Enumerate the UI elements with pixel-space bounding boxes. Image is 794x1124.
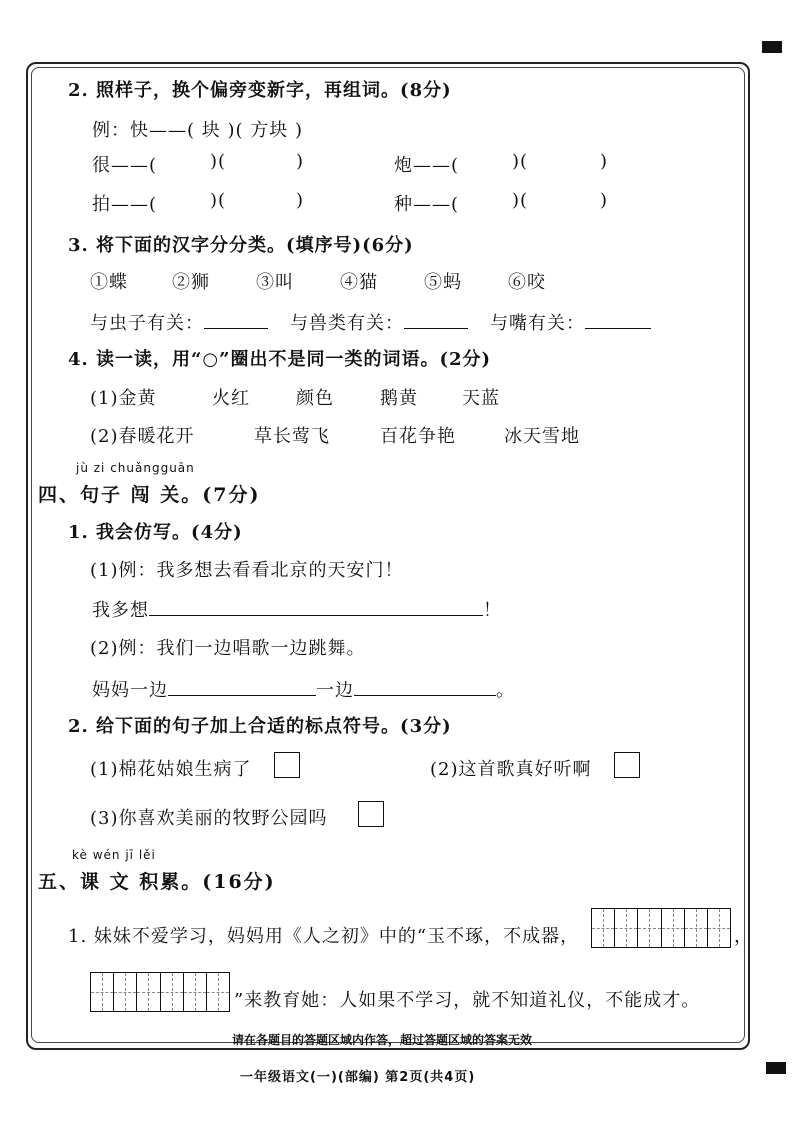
answer-blank[interactable]	[168, 694, 316, 696]
answer-blank[interactable]	[149, 614, 483, 616]
q4-phrase[interactable]: 冰天雪地	[504, 426, 580, 447]
s4-q1-line-2	[92, 676, 515, 702]
line-prefix: 我多想	[92, 600, 149, 621]
q2-item-pai: 拍——(	[92, 194, 158, 215]
section-5-title: 五、课 文 积累。(16分)	[38, 871, 276, 893]
answer-grid[interactable]	[591, 908, 731, 948]
line-suffix: 。	[496, 680, 515, 701]
q4-phrase[interactable]: (2)春暖花开	[90, 426, 195, 447]
s4-q2-sentence-3: (3)你喜欢美丽的牧野公园吗	[90, 808, 328, 829]
answer-blank[interactable]	[204, 327, 268, 329]
q4-phrase[interactable]: 百花争艳	[380, 426, 456, 447]
question-2-example: 例：快——( 块 )( 方块 )	[92, 120, 303, 141]
q3-group-label: 与兽类有关：	[290, 313, 404, 334]
q2-item-pao: 炮——(	[394, 155, 460, 176]
answer-blank[interactable]	[585, 327, 651, 329]
answer-area-notice: 请在各题目的答题区域内作答，超过答题区域的答案无效	[232, 1033, 533, 1047]
answer-blank[interactable]	[354, 694, 496, 696]
s4-q1-example-1: (1)例：我多想去看看北京的天安门！	[90, 560, 404, 581]
q3-group-insects	[90, 309, 268, 335]
q2-item-hen: 很——(	[92, 155, 158, 176]
line-suffix: ！	[483, 600, 502, 621]
answer-grid[interactable]	[90, 972, 230, 1012]
line-prefix: 妈妈一边	[92, 680, 168, 701]
section-4-pinyin: jù zi chuǎngguān	[76, 461, 195, 475]
q3-char: ④猫	[340, 272, 378, 293]
q2-item-zhong: 种——(	[394, 194, 460, 215]
q3-char: ⑤蚂	[424, 272, 462, 293]
q3-group-mouth	[490, 309, 651, 335]
q2-paren: )(	[512, 190, 529, 211]
section-4-title: 四、句子 闯 关。(7分)	[38, 484, 261, 506]
answer-blank[interactable]	[404, 327, 468, 329]
s5-q1-text-b: ”来教育她：人如果不学习，就不知道礼仪，不能成才。	[234, 990, 701, 1011]
s4-q2-sentence-1: (1)棉花姑娘生病了	[90, 759, 252, 780]
s5-q1-comma: ，	[734, 926, 753, 947]
q2-paren: )	[296, 190, 305, 211]
registration-mark	[762, 41, 782, 53]
q4-word[interactable]: 天蓝	[462, 388, 500, 409]
s4-q1-line-1	[92, 596, 502, 622]
q3-group-label: 与嘴有关：	[490, 313, 585, 334]
question-4-title: 4. 读一读，用“○”圈出不是同一类的词语。(2分)	[68, 349, 492, 370]
punctuation-box[interactable]	[358, 801, 384, 827]
q2-paren: )(	[210, 151, 227, 172]
s4-question-1-title: 1. 我会仿写。(4分)	[68, 522, 243, 543]
s4-question-2-title: 2. 给下面的句子加上合适的标点符号。(3分)	[68, 716, 452, 737]
q2-paren: )(	[210, 190, 227, 211]
q2-paren: )	[600, 190, 609, 211]
q4-word[interactable]: (1)金黄	[90, 388, 157, 409]
question-3-title: 3. 将下面的汉字分分类。(填序号)(6分)	[68, 235, 414, 256]
section-5-pinyin: kè wén jī lěi	[72, 848, 156, 862]
q4-word[interactable]: 鹅黄	[380, 388, 418, 409]
question-2-title: 2. 照样子，换个偏旁变新字，再组词。(8分)	[68, 80, 452, 101]
s5-q1-text-a: 1. 妹妹不爱学习，妈妈用《人之初》中的“玉不琢，不成器，	[68, 926, 580, 947]
q4-phrase[interactable]: 草长莺飞	[254, 426, 330, 447]
s4-q2-sentence-2: (2)这首歌真好听啊	[430, 759, 592, 780]
q3-char: ③叫	[256, 272, 294, 293]
s4-q1-example-2: (2)例：我们一边唱歌一边跳舞。	[90, 638, 366, 659]
q3-char: ①蝶	[90, 272, 128, 293]
q4-word[interactable]: 火红	[212, 388, 250, 409]
q3-char: ⑥咬	[508, 272, 546, 293]
q3-group-beasts	[290, 309, 468, 335]
registration-mark	[766, 1062, 786, 1074]
q3-group-label: 与虫子有关：	[90, 313, 204, 334]
q4-word[interactable]: 颜色	[296, 388, 334, 409]
q2-paren: )	[600, 151, 609, 172]
q2-paren: )(	[512, 151, 529, 172]
punctuation-box[interactable]	[274, 752, 300, 778]
page-footer: 一年级语文(一)(部编) 第2页(共4页)	[240, 1070, 476, 1085]
punctuation-box[interactable]	[614, 752, 640, 778]
q3-char: ②狮	[172, 272, 210, 293]
q2-paren: )	[296, 151, 305, 172]
line-middle: 一边	[316, 680, 354, 701]
